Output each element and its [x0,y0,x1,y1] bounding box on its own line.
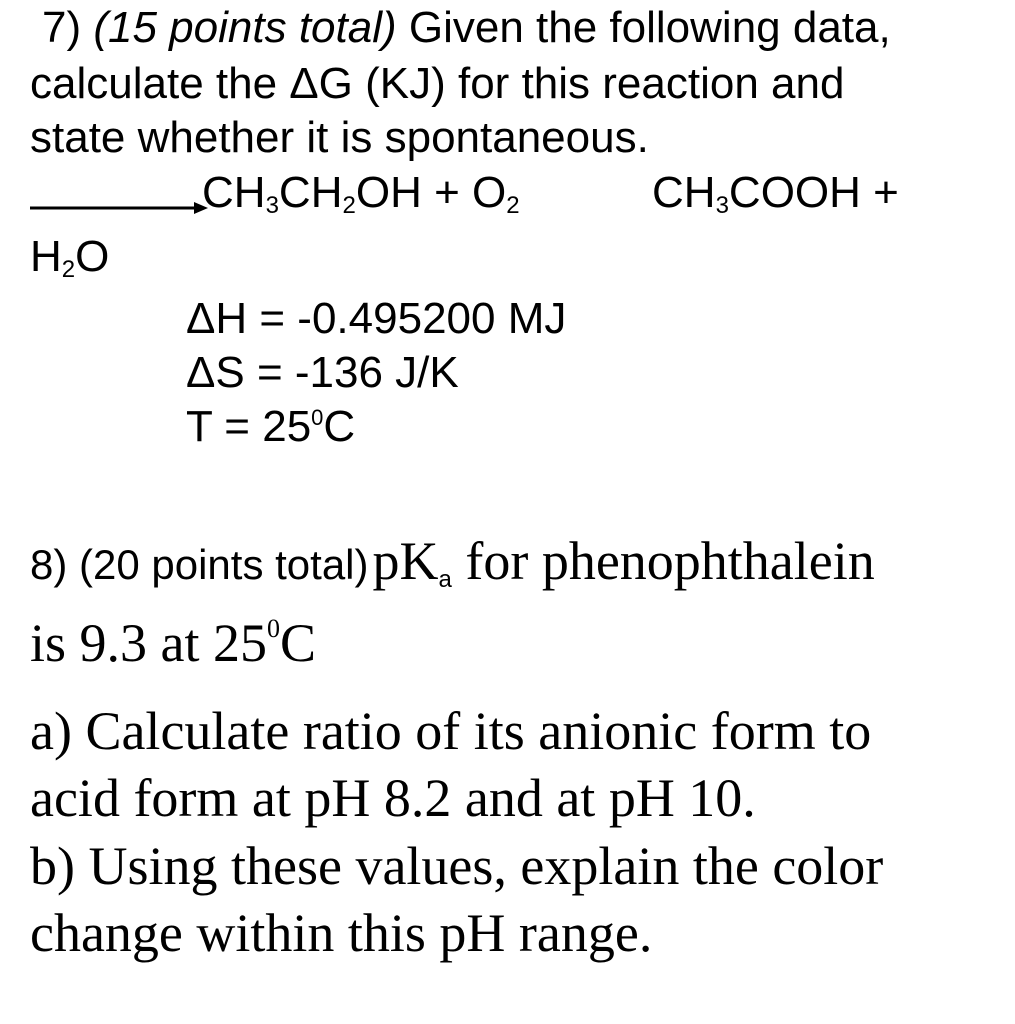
delta-h-value: ΔH = -0.495200 MJ [186,294,567,343]
q7-heading-line [42,0,891,56]
q8-heading-line [30,530,875,592]
delta-s-value: ΔS = -136 J/K [186,348,459,397]
q8-part-a-line-1: a) Calculate ratio of its anionic form to [30,701,872,761]
reaction-arrow-icon [30,198,208,218]
q8-lead: 8) (20 points total) [30,541,369,588]
pka-label: $pK_a$ for phenophthalein [372,531,875,593]
q7-prompt-start: Given the following data, [408,3,891,52]
q8-pka-value-line: is 9.3 at $25^0C$ [30,613,317,673]
q7-number: 7) [42,3,82,52]
products-water: $H_2O$ [30,232,110,283]
products-acetic-acid: $CH_3COOH$ + [652,168,899,219]
reactants: $CH_3CH_2OH + O_2$ [202,168,520,219]
q8-part-a-line-2: acid form at pH 8.2 and at pH 10. [30,768,756,828]
q8-part-b-line-2: change within this pH range. [30,903,653,963]
q7-prompt-line-3: state whether it is spontaneous. [30,113,649,162]
q7-prompt-line-2: calculate the ΔG (KJ) for this reaction and [30,59,845,108]
q8-part-b-line-1: b) Using these values, explain the color [30,836,884,896]
temperature-value: $T = 25^0C$ [186,402,356,451]
q7-points: (15 points total) [93,3,397,52]
